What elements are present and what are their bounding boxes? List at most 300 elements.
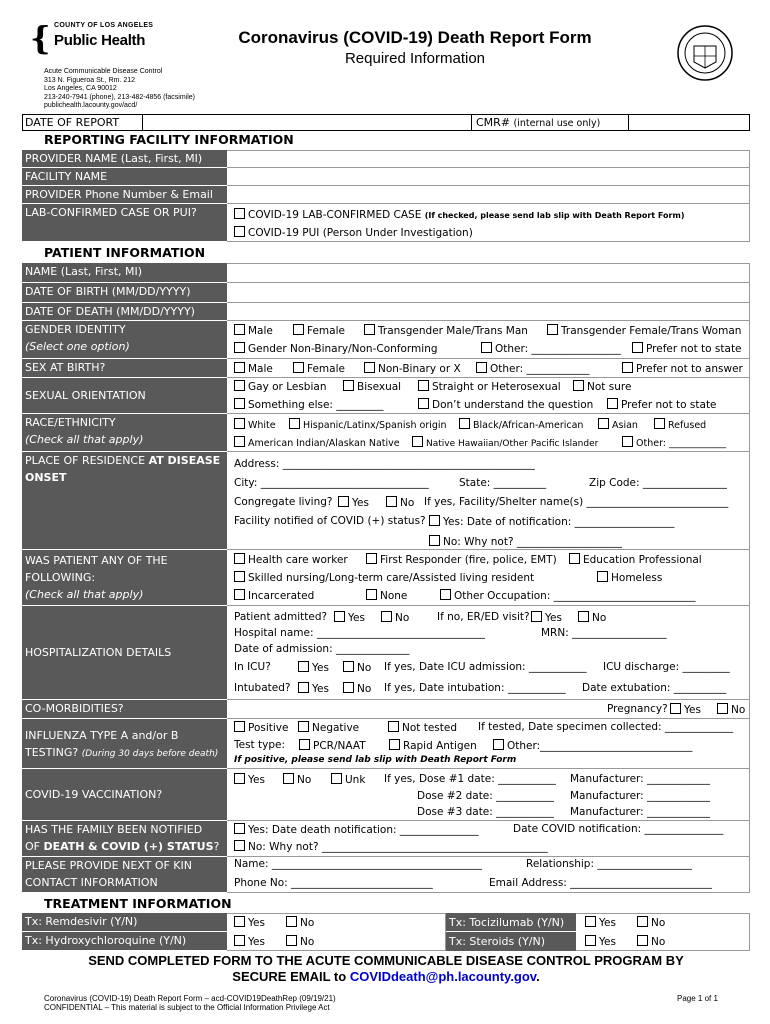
checkbox-icon[interactable] bbox=[234, 773, 245, 784]
remdesivir-label: Tx: Remdesivir (Y/N) bbox=[22, 913, 227, 932]
checkbox-icon[interactable] bbox=[234, 208, 245, 219]
vac-manu2[interactable]: Manufacturer: ____________ bbox=[570, 790, 711, 802]
res-notif-no-text: No: Why not? ____________________ bbox=[443, 536, 622, 548]
checkbox-icon[interactable] bbox=[459, 418, 470, 429]
checkbox-icon[interactable] bbox=[234, 823, 245, 834]
g-nb-text: Gender Non-Binary/Non-Conforming bbox=[248, 343, 438, 355]
dob-label: DATE OF BIRTH (MM/DD/YYYY) bbox=[22, 283, 227, 303]
was-patient-label bbox=[22, 550, 227, 606]
provider-phone-input[interactable] bbox=[227, 186, 750, 204]
checkbox-icon[interactable] bbox=[493, 739, 504, 750]
lab-confirmed-option[interactable] bbox=[234, 208, 685, 222]
checkbox-icon[interactable] bbox=[234, 380, 245, 391]
checkbox-icon[interactable] bbox=[234, 840, 245, 851]
sex-male-option[interactable] bbox=[234, 362, 273, 376]
vac-dose1[interactable]: If yes, Dose #1 date: ___________ bbox=[384, 773, 556, 785]
flu-sub: (During 30 days before death) bbox=[81, 749, 219, 759]
no-text: No bbox=[357, 662, 372, 674]
checkbox-icon[interactable] bbox=[569, 553, 580, 564]
vac-manu3[interactable]: Manufacturer: ____________ bbox=[570, 806, 711, 818]
gender-other-option[interactable] bbox=[481, 342, 621, 356]
send-instruction-2 bbox=[22, 969, 750, 984]
r-other-text: Other: ____________ bbox=[636, 438, 727, 449]
logo-county-text: COUNTY OF LOS ANGELES bbox=[54, 22, 154, 29]
g-tf-text: Transgender Female/Trans Woman bbox=[561, 325, 742, 337]
r-nh-text: Native Hawaiian/Other Pacific Islander bbox=[426, 439, 599, 449]
hcq-no[interactable] bbox=[286, 935, 314, 949]
checkbox-icon[interactable] bbox=[234, 362, 245, 373]
checkbox-icon[interactable] bbox=[289, 418, 300, 429]
no-text: No bbox=[357, 683, 372, 695]
r-hisp-text: Hispanic/Latinx/Spanish origin bbox=[303, 420, 447, 431]
checkbox-icon[interactable] bbox=[234, 398, 245, 409]
page-number: Page 1 of 1 bbox=[677, 994, 718, 1003]
send-period: . bbox=[536, 969, 540, 984]
checkbox-icon[interactable] bbox=[283, 773, 294, 784]
s-pref-text: Prefer not to answer bbox=[636, 363, 743, 375]
toci-yes[interactable] bbox=[585, 916, 616, 930]
county-seal-icon bbox=[676, 24, 734, 82]
so-straight-text: Straight or Heterosexual bbox=[432, 381, 561, 393]
form-subtitle: Required Information bbox=[344, 50, 486, 67]
was-sub: (Check all that apply) bbox=[25, 588, 144, 601]
checkbox-icon[interactable] bbox=[547, 324, 558, 335]
checkbox-icon[interactable] bbox=[388, 721, 399, 732]
cmr-note: (internal use only) bbox=[513, 118, 601, 129]
h-icu-label: In ICU? bbox=[234, 661, 271, 673]
flu-label bbox=[22, 719, 227, 769]
dob-input[interactable] bbox=[227, 283, 750, 303]
gender-sub: (Select one option) bbox=[25, 340, 130, 353]
checkbox-icon[interactable] bbox=[286, 935, 297, 946]
preg-no[interactable] bbox=[717, 703, 745, 717]
f-other-text: Other:_____________________________ bbox=[507, 740, 693, 752]
w-home-option[interactable] bbox=[597, 571, 662, 585]
checkbox-icon[interactable] bbox=[286, 916, 297, 927]
vac-dose3[interactable]: Dose #3 date: ___________ bbox=[417, 806, 554, 818]
s-female-text: Female bbox=[307, 363, 345, 375]
so-bi-text: Bisexual bbox=[357, 381, 402, 393]
cmr-input[interactable] bbox=[628, 114, 750, 131]
checkbox-icon[interactable] bbox=[585, 935, 596, 946]
w-edu-option[interactable] bbox=[569, 553, 702, 567]
yes-text: Yes bbox=[348, 612, 365, 624]
checkbox-icon[interactable] bbox=[381, 611, 392, 622]
checkbox-icon[interactable] bbox=[234, 418, 245, 429]
fam-death: DEATH bbox=[43, 840, 85, 853]
confidential-note: CONFIDENTIAL – This material is subject to the Official Information Privilege Act bbox=[44, 1003, 330, 1012]
f-pos-text: Positive bbox=[248, 722, 289, 734]
h-int-date[interactable]: If yes, Date intubation: ___________ bbox=[384, 682, 566, 694]
was-line: WAS PATIENT ANY OF THE bbox=[25, 554, 168, 567]
checkbox-icon[interactable] bbox=[299, 739, 310, 750]
checkbox-icon[interactable] bbox=[234, 342, 245, 353]
checkbox-icon[interactable] bbox=[622, 436, 633, 447]
flu-nt-option[interactable] bbox=[388, 721, 457, 735]
family-label bbox=[22, 821, 227, 857]
checkbox-icon[interactable] bbox=[234, 589, 245, 600]
w-none-text: None bbox=[380, 590, 408, 602]
race-asian-option[interactable] bbox=[598, 418, 638, 432]
fam-no-text: No: Why not? ___________________________________________ bbox=[248, 841, 548, 853]
no-text: No bbox=[300, 936, 315, 948]
res-state[interactable]: State: __________ bbox=[459, 477, 547, 489]
checkbox-icon[interactable] bbox=[717, 703, 728, 714]
dod-label: DATE OF DEATH (MM/DD/YYYY) bbox=[22, 303, 227, 321]
so-gay-text: Gay or Lesbian bbox=[248, 381, 327, 393]
yes-text: Yes bbox=[599, 917, 616, 929]
date-of-report-input[interactable] bbox=[142, 114, 472, 131]
doc-id: Coronavirus (COVID-19) Death Report Form – acd-COVID19DeathRep (09/19/21) bbox=[44, 994, 336, 1003]
flu-note: If positive, please send lab slip with Death Report Form bbox=[234, 755, 517, 765]
facility-name-input[interactable] bbox=[227, 168, 750, 186]
w-inc-text: Incarcerated bbox=[248, 590, 315, 602]
h-icu-date[interactable]: If yes, Date ICU admission: ___________ bbox=[384, 661, 587, 673]
opt-lab-note: (If checked, please send lab slip with Death Report Form) bbox=[424, 211, 685, 220]
res-congregate-label: Congregate living? bbox=[234, 496, 333, 508]
race-nh-option[interactable] bbox=[412, 436, 598, 451]
kin-rel[interactable]: Relationship: __________________ bbox=[526, 858, 692, 870]
checkbox-icon[interactable] bbox=[234, 935, 245, 946]
sex-other-option[interactable] bbox=[476, 362, 590, 376]
race-other-option[interactable] bbox=[622, 436, 726, 450]
no-text: No bbox=[395, 612, 410, 624]
sex-label: SEX AT BIRTH? bbox=[22, 359, 227, 378]
patient-name-input[interactable] bbox=[227, 263, 750, 283]
checkbox-icon[interactable] bbox=[298, 661, 309, 672]
so-dont-text: Don’t understand the question bbox=[432, 399, 594, 411]
so-notsure-option[interactable] bbox=[573, 380, 631, 394]
gender-male-option[interactable] bbox=[234, 324, 273, 338]
no-text: No bbox=[592, 612, 607, 624]
checkbox-icon[interactable] bbox=[654, 418, 665, 429]
checkbox-icon[interactable] bbox=[573, 380, 584, 391]
toci-no[interactable] bbox=[637, 916, 665, 930]
treatment-heading: TREATMENT INFORMATION bbox=[44, 896, 232, 911]
checkbox-icon[interactable] bbox=[531, 611, 542, 622]
so-pref-option[interactable] bbox=[607, 398, 717, 412]
vac-unk[interactable] bbox=[331, 773, 365, 787]
form-title: Coronavirus (COVID-19) Death Report Form bbox=[238, 28, 592, 47]
s-nb-text: Non-Binary or X bbox=[378, 363, 461, 375]
checkbox-icon[interactable] bbox=[622, 362, 633, 373]
vac-label: COVID-19 VACCINATION? bbox=[22, 769, 227, 821]
checkbox-icon[interactable] bbox=[632, 342, 643, 353]
h-mrn[interactable]: MRN: __________________ bbox=[541, 627, 667, 639]
race-ai-option[interactable] bbox=[234, 436, 400, 450]
reporting-heading: REPORTING FACILITY INFORMATION bbox=[44, 132, 294, 147]
checkbox-icon[interactable] bbox=[607, 398, 618, 409]
s-other-text: Other: ____________ bbox=[490, 363, 590, 375]
no-text: No bbox=[651, 936, 666, 948]
w-snf-option[interactable] bbox=[234, 571, 534, 585]
so-else-text: Something else: _________ bbox=[248, 399, 384, 411]
provider-phone-label: PROVIDER Phone Number & Email bbox=[22, 186, 227, 204]
checkbox-icon[interactable] bbox=[670, 703, 681, 714]
agency-address bbox=[44, 68, 195, 111]
checkbox-icon[interactable] bbox=[597, 571, 608, 582]
g-other-text: Other: _________________ bbox=[495, 343, 621, 355]
yes-text: Yes bbox=[684, 704, 701, 716]
w-occ-text: Other Occupation: ___________________________ bbox=[454, 590, 696, 602]
h-int-yes[interactable] bbox=[298, 682, 329, 696]
w-fr-text: First Responder (fire, police, EMT) bbox=[380, 554, 557, 566]
res-label-bold: AT DISEASE ONSET bbox=[25, 454, 221, 484]
flu-pcr-option[interactable] bbox=[299, 739, 366, 753]
w-home-text: Homeless bbox=[611, 572, 663, 584]
kin-phone[interactable]: Phone No: ___________________________ bbox=[234, 877, 433, 889]
checkbox-icon[interactable] bbox=[364, 362, 375, 373]
sex-nb-option[interactable] bbox=[364, 362, 461, 376]
f-neg-text: Negative bbox=[312, 722, 360, 734]
steroids-label: Tx: Steroids (Y/N) bbox=[449, 935, 546, 948]
checkbox-icon[interactable] bbox=[234, 226, 245, 237]
w-edu-text: Education Professional bbox=[583, 554, 702, 566]
yes-text: Yes bbox=[599, 936, 616, 948]
h-icu-dc[interactable]: ICU discharge: _________ bbox=[603, 661, 730, 673]
h-icu-yes[interactable] bbox=[298, 661, 329, 675]
checkbox-icon[interactable] bbox=[343, 661, 354, 672]
checkbox-icon[interactable] bbox=[389, 739, 400, 750]
cmr-label bbox=[476, 116, 600, 130]
pui-option[interactable] bbox=[234, 226, 473, 240]
h-doa[interactable]: Date of admission: ______________ bbox=[234, 643, 410, 655]
no-text: No bbox=[297, 774, 312, 786]
flu-pos-option[interactable] bbox=[234, 721, 288, 735]
vac-dose2[interactable]: Dose #2 date: ___________ bbox=[417, 790, 554, 802]
rem-yes[interactable] bbox=[234, 916, 265, 930]
address-line: Acute Communicable Disease Control bbox=[44, 68, 163, 75]
w-occ-option[interactable] bbox=[440, 589, 695, 603]
h-er-no[interactable] bbox=[578, 611, 606, 625]
r-asian-text: Asian bbox=[612, 420, 638, 431]
so-gay-option[interactable] bbox=[234, 380, 326, 394]
so-dont-option[interactable] bbox=[418, 398, 593, 412]
flu-label-text: INFLUENZA TYPE A and/or B bbox=[25, 729, 179, 742]
g-pref-text: Prefer not to state bbox=[646, 343, 742, 355]
h-admitted-yes[interactable] bbox=[334, 611, 365, 625]
comorb-label: CO-MORBIDITIES? bbox=[22, 700, 227, 719]
patient-heading: PATIENT INFORMATION bbox=[44, 245, 206, 260]
h-int-no[interactable] bbox=[343, 682, 371, 696]
gender-tm-option[interactable] bbox=[364, 324, 528, 338]
hcq-label: Tx: Hydroxychloroquine (Y/N) bbox=[22, 932, 227, 951]
yes-text: Yes bbox=[248, 936, 265, 948]
h-er-yes[interactable] bbox=[531, 611, 562, 625]
fam-amp: & bbox=[88, 840, 98, 853]
r-ai-text: American Indian/Alaskan Native bbox=[248, 438, 400, 449]
steroids-no[interactable] bbox=[637, 935, 665, 949]
checkbox-icon[interactable] bbox=[234, 436, 245, 447]
res-notified-no[interactable] bbox=[429, 535, 622, 549]
flu-type-label: Test type: bbox=[234, 739, 286, 751]
cmr-text: CMR# bbox=[476, 116, 511, 129]
checkbox-icon[interactable] bbox=[364, 324, 375, 335]
kin-line: PLEASE PROVIDE NEXT OF KIN bbox=[25, 859, 192, 872]
gender-label bbox=[22, 321, 227, 359]
h-int-label: Intubated? bbox=[234, 682, 291, 694]
checkbox-icon[interactable] bbox=[578, 611, 589, 622]
res-label-text: PLACE OF RESIDENCE bbox=[25, 454, 146, 467]
gender-pref-option[interactable] bbox=[632, 342, 742, 356]
res-city[interactable]: City: ________________________________ bbox=[234, 477, 429, 489]
dod-input[interactable] bbox=[227, 303, 750, 321]
checkbox-icon[interactable] bbox=[637, 916, 648, 927]
orientation-label: SEXUAL ORIENTATION bbox=[22, 378, 227, 414]
checkbox-icon[interactable] bbox=[637, 935, 648, 946]
checkbox-icon[interactable] bbox=[293, 362, 304, 373]
so-else-option[interactable] bbox=[234, 398, 384, 412]
fam-covid-date[interactable]: Date COVID notification: _______________ bbox=[513, 823, 724, 835]
date-of-report-label: DATE OF REPORT bbox=[25, 116, 120, 129]
checkbox-icon[interactable] bbox=[429, 515, 440, 526]
checkbox-icon[interactable] bbox=[343, 380, 354, 391]
sex-pref-option[interactable] bbox=[622, 362, 743, 376]
hcq-yes[interactable] bbox=[234, 935, 265, 949]
checkbox-icon[interactable] bbox=[412, 436, 423, 447]
no-text: No bbox=[300, 917, 315, 929]
so-straight-option[interactable] bbox=[418, 380, 561, 394]
checkbox-icon[interactable] bbox=[366, 553, 377, 564]
fam-q: ? bbox=[213, 840, 220, 853]
fam-yes-option[interactable] bbox=[234, 823, 479, 837]
h-icu-no[interactable] bbox=[343, 661, 371, 675]
lab-confirmed-label: LAB-CONFIRMED CASE OR PUI? bbox=[22, 204, 227, 242]
opt-pui-text: COVID-19 PUI (Person Under Investigation) bbox=[248, 227, 473, 239]
checkbox-icon[interactable] bbox=[298, 682, 309, 693]
checkbox-icon[interactable] bbox=[234, 553, 245, 564]
w-fr-option[interactable] bbox=[366, 553, 557, 567]
fam-no-option[interactable] bbox=[234, 840, 548, 854]
g-tm-text: Transgender Male/Trans Man bbox=[378, 325, 528, 337]
kin-name[interactable]: Name: ________________________________________ bbox=[234, 858, 482, 870]
so-pref-text: Prefer not to state bbox=[621, 399, 717, 411]
race-label bbox=[22, 414, 227, 452]
rem-no[interactable] bbox=[286, 916, 314, 930]
checkbox-icon[interactable] bbox=[386, 496, 397, 507]
steroids-yes[interactable] bbox=[585, 935, 616, 949]
checkbox-icon[interactable] bbox=[481, 342, 492, 353]
res-facility-name[interactable]: If yes, Facility/Shelter name(s) ___________________________ bbox=[424, 496, 729, 508]
h-admitted-no[interactable] bbox=[381, 611, 409, 625]
email-link[interactable]: COVIDdeath@ph.lacounty.gov bbox=[349, 969, 537, 984]
flu-date[interactable]: If tested, Date specimen collected: _____________ bbox=[478, 721, 734, 733]
g-male-text: Male bbox=[248, 325, 273, 337]
f-nt-text: Not tested bbox=[402, 722, 458, 734]
flu-neg-option[interactable] bbox=[298, 721, 359, 735]
checkbox-icon[interactable] bbox=[293, 324, 304, 335]
was-line: FOLLOWING: bbox=[25, 571, 96, 584]
send-text: SECURE EMAIL to bbox=[232, 969, 347, 984]
yes-text: Yes bbox=[248, 917, 265, 929]
checkbox-icon[interactable] bbox=[429, 535, 440, 546]
race-hisp-option[interactable] bbox=[289, 418, 447, 432]
checkbox-icon[interactable] bbox=[234, 324, 245, 335]
fam-yes-text: Yes: Date death notification: _______________ bbox=[248, 824, 479, 836]
checkbox-icon[interactable] bbox=[366, 589, 377, 600]
w-none-option[interactable] bbox=[366, 589, 407, 603]
checkbox-icon[interactable] bbox=[234, 571, 245, 582]
checkbox-icon[interactable] bbox=[585, 916, 596, 927]
checkbox-icon[interactable] bbox=[334, 611, 345, 622]
checkbox-icon[interactable] bbox=[234, 721, 245, 732]
gender-female-option[interactable] bbox=[293, 324, 345, 338]
g-female-text: Female bbox=[307, 325, 345, 337]
residence-label bbox=[22, 452, 227, 550]
h-name[interactable]: Hospital name: ________________________________ bbox=[234, 627, 485, 639]
checkbox-icon[interactable] bbox=[338, 496, 349, 507]
yes-text: Yes bbox=[312, 683, 329, 695]
provider-name-input[interactable] bbox=[227, 150, 750, 168]
checkbox-icon[interactable] bbox=[298, 721, 309, 732]
checkbox-icon[interactable] bbox=[418, 398, 429, 409]
w-snf-text: Skilled nursing/Long-term care/Assisted living resident bbox=[248, 572, 535, 584]
s-male-text: Male bbox=[248, 363, 273, 375]
race-refused-option[interactable] bbox=[654, 418, 706, 432]
race-label-text: RACE/ETHNICITY bbox=[25, 416, 116, 429]
vac-yes[interactable] bbox=[234, 773, 265, 787]
yes-text: Yes bbox=[312, 662, 329, 674]
v-unk-text: Unk bbox=[345, 774, 366, 786]
facility-name-label: FACILITY NAME bbox=[22, 168, 227, 186]
vac-manu1[interactable]: Manufacturer: ____________ bbox=[570, 773, 711, 785]
f-pcr-text: PCR/NAAT bbox=[313, 740, 366, 752]
gender-nb-option[interactable] bbox=[234, 342, 438, 356]
race-black-option[interactable] bbox=[459, 418, 583, 432]
fam-of: OF bbox=[25, 840, 40, 853]
w-hcw-option[interactable] bbox=[234, 553, 348, 567]
h-ext-date[interactable]: Date extubation: __________ bbox=[582, 682, 727, 694]
checkbox-icon[interactable] bbox=[440, 589, 451, 600]
checkbox-icon[interactable] bbox=[331, 773, 342, 784]
address-line: Los Angeles, CA 90012 bbox=[44, 85, 117, 93]
yes-text: Yes bbox=[352, 497, 369, 509]
kin-line: CONTACT INFORMATION bbox=[25, 876, 158, 889]
checkbox-icon[interactable] bbox=[418, 380, 429, 391]
so-bi-option[interactable] bbox=[343, 380, 401, 394]
checkbox-icon[interactable] bbox=[476, 362, 487, 373]
logo-mark-icon: { bbox=[30, 19, 51, 57]
sex-female-option[interactable] bbox=[293, 362, 345, 376]
provider-name-label: PROVIDER NAME (Last, First, MI) bbox=[22, 150, 227, 168]
r-black-text: Black/African-American bbox=[473, 420, 584, 431]
res-cong-no[interactable] bbox=[386, 496, 414, 510]
checkbox-icon[interactable] bbox=[234, 916, 245, 927]
address-line: 213-240-7941 (phone), 213-482-4856 (facsimile) bbox=[44, 93, 195, 101]
f-rapid-text: Rapid Antigen bbox=[403, 740, 477, 752]
flu-rapid-option[interactable] bbox=[389, 739, 477, 753]
res-zip[interactable]: Zip Code: ________________ bbox=[589, 477, 727, 489]
gender-tf-option[interactable] bbox=[547, 324, 741, 338]
res-notified-yes[interactable] bbox=[429, 515, 674, 529]
address-line: 313 N. Figueroa St., Rm. 212 bbox=[44, 76, 136, 84]
kin-email[interactable]: Email Address: ___________________________ bbox=[489, 877, 712, 889]
checkbox-icon[interactable] bbox=[343, 682, 354, 693]
vac-no[interactable] bbox=[283, 773, 311, 787]
res-notif-yes-text: Yes: Date of notification: ___________________ bbox=[443, 516, 675, 528]
fam-covid: COVID (+) STATUS bbox=[101, 840, 214, 853]
address-line: publichealth.lacounty.gov/acd/ bbox=[44, 102, 138, 110]
preg-yes[interactable] bbox=[670, 703, 701, 717]
preg-label: Pregnancy? bbox=[607, 703, 668, 715]
res-address[interactable]: Address: ________________________________________________ bbox=[234, 458, 535, 470]
checkbox-icon[interactable] bbox=[598, 418, 609, 429]
flu-other-option[interactable] bbox=[493, 739, 692, 753]
county-logo bbox=[30, 18, 170, 64]
res-cong-yes[interactable] bbox=[338, 496, 369, 510]
w-inc-option[interactable] bbox=[234, 589, 314, 603]
race-white-option[interactable] bbox=[234, 418, 276, 432]
